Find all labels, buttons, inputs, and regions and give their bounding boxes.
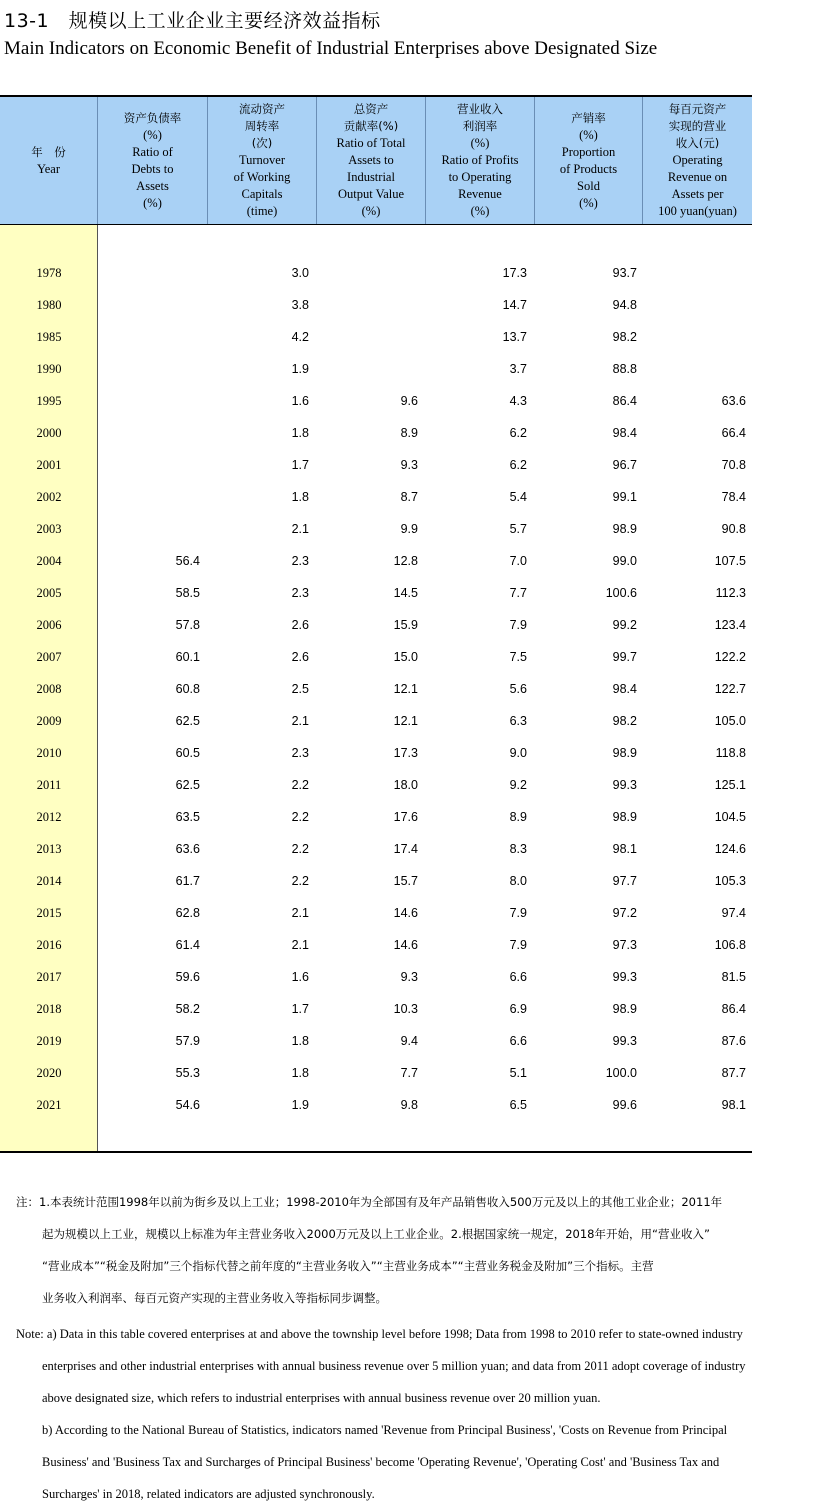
year-cell: 2008 xyxy=(36,681,62,696)
year-cell: 1995 xyxy=(36,393,62,408)
value-cell: 9.9 xyxy=(400,522,418,536)
value-cell: 97.2 xyxy=(612,906,637,920)
value-cell: 8.9 xyxy=(509,810,527,824)
column-header-3 xyxy=(208,97,317,224)
note-line: Note: a) Data in this table covered enterprises at and above the township level before 1998; Data from 1998 to 2010 refer to state-owned industry xyxy=(16,1327,743,1341)
value-cell: 98.1 xyxy=(612,842,637,856)
value-cell: 2.2 xyxy=(291,810,309,824)
value-cell: 7.7 xyxy=(509,586,527,600)
year-cell: 1978 xyxy=(36,265,62,280)
column-header-6 xyxy=(535,97,643,224)
table-row xyxy=(0,577,752,609)
value-cell: 2.1 xyxy=(291,938,309,952)
value-cell: 12.1 xyxy=(393,682,418,696)
value-cell: 2.2 xyxy=(291,874,309,888)
value-cell: 8.0 xyxy=(509,874,527,888)
note-line: 业务收入利润率、每百元资产实现的主营业务收入等指标同步调整。 xyxy=(42,1291,387,1305)
table-row xyxy=(0,449,752,481)
value-cell: 1.8 xyxy=(291,490,309,504)
value-cell: 9.8 xyxy=(400,1098,418,1112)
year-cell: 2005 xyxy=(36,585,62,600)
note-line: Surcharges' in 2018, related indicators are adjusted synchronously. xyxy=(42,1487,375,1501)
value-cell: 1.6 xyxy=(291,394,309,408)
year-cell: 2011 xyxy=(36,777,62,792)
value-cell: 15.0 xyxy=(393,650,418,664)
year-cell: 1990 xyxy=(36,361,62,376)
value-cell: 81.5 xyxy=(721,970,746,984)
value-cell: 4.3 xyxy=(509,394,527,408)
value-cell: 124.6 xyxy=(714,842,746,856)
value-cell: 1.8 xyxy=(291,1034,309,1048)
year-cell: 1980 xyxy=(36,297,62,312)
value-cell: 6.3 xyxy=(509,714,527,728)
value-cell: 17.3 xyxy=(393,746,418,760)
value-cell: 105.3 xyxy=(714,874,746,888)
year-cell: 2019 xyxy=(36,1033,62,1048)
year-cell: 2013 xyxy=(36,841,62,856)
value-cell: 12.1 xyxy=(393,714,418,728)
value-cell: 99.0 xyxy=(612,554,637,568)
value-cell: 98.4 xyxy=(612,426,637,440)
value-cell: 87.7 xyxy=(721,1066,746,1080)
value-cell: 96.7 xyxy=(612,458,637,472)
value-cell: 62.8 xyxy=(175,906,200,920)
value-cell: 14.6 xyxy=(393,938,418,952)
year-cell: 2018 xyxy=(36,1001,62,1016)
value-cell: 87.6 xyxy=(721,1034,746,1048)
year-cell: 2009 xyxy=(36,713,62,728)
value-cell: 122.2 xyxy=(714,650,746,664)
value-cell: 86.4 xyxy=(612,394,637,408)
value-cell: 8.3 xyxy=(509,842,527,856)
value-cell: 118.8 xyxy=(715,746,746,760)
column-header-en: (%) Proportion of Products Sold (%) xyxy=(559,127,618,210)
value-cell: 2.3 xyxy=(291,586,309,600)
value-cell: 112.3 xyxy=(715,586,746,600)
value-cell: 99.3 xyxy=(612,970,637,984)
value-cell: 123.4 xyxy=(714,618,746,632)
value-cell: 99.3 xyxy=(612,1034,637,1048)
value-cell: 3.8 xyxy=(291,298,309,312)
value-cell: 78.4 xyxy=(721,490,746,504)
year-cell: 2004 xyxy=(36,553,62,568)
table-row xyxy=(0,257,752,289)
column-header-cn: 流动资产 周转率 (次) xyxy=(239,102,285,150)
value-cell: 98.4 xyxy=(612,682,637,696)
table-bottom-rule xyxy=(0,1151,752,1153)
value-cell: 60.8 xyxy=(175,682,200,696)
column-header-cn: 营业收入 利润率 xyxy=(457,102,503,133)
table-body xyxy=(0,257,752,1121)
note-line: b) According to the National Bureau of Statistics, indicators named 'Revenue from Principal Business', 'Costs on Revenue from Principal xyxy=(42,1423,728,1437)
table-row xyxy=(0,353,752,385)
value-cell: 14.7 xyxy=(502,298,527,312)
value-cell: 12.8 xyxy=(393,554,418,568)
value-cell: 9.3 xyxy=(400,970,418,984)
column-header-cn: 产销率 xyxy=(571,110,606,125)
value-cell: 2.3 xyxy=(291,554,309,568)
year-cell: 2002 xyxy=(36,489,62,504)
value-cell: 97.7 xyxy=(612,874,637,888)
note-line: “营业成本”“税金及附加”三个指标代替之前年度的“主营业务收入”“主营业务成本”“主营业务税金及附加”三个指标。主营 xyxy=(42,1259,654,1273)
value-cell: 5.4 xyxy=(509,490,527,504)
value-cell: 6.6 xyxy=(509,1034,527,1048)
table-row xyxy=(0,801,752,833)
value-cell: 2.1 xyxy=(291,714,309,728)
value-cell: 70.8 xyxy=(721,458,746,472)
table-row xyxy=(0,993,752,1025)
value-cell: 10.3 xyxy=(393,1002,418,1016)
table-row xyxy=(0,321,752,353)
table-row xyxy=(0,609,752,641)
value-cell: 9.6 xyxy=(400,394,418,408)
value-cell: 100.6 xyxy=(605,586,637,600)
value-cell: 5.7 xyxy=(509,522,527,536)
page-title-chinese: 13-1 规模以上工业企业主要经济效益指标 xyxy=(4,10,381,32)
table-header-rule xyxy=(0,224,752,225)
value-cell: 106.8 xyxy=(714,938,746,952)
value-cell: 99.1 xyxy=(612,490,637,504)
table-row xyxy=(0,545,752,577)
column-header-en: Ratio of Total Assets to Industrial Output Value (%) xyxy=(336,136,406,218)
value-cell: 90.8 xyxy=(721,522,746,536)
table-row xyxy=(0,513,752,545)
value-cell: 60.1 xyxy=(175,650,200,664)
value-cell: 62.5 xyxy=(175,778,200,792)
note-line: enterprises and other industrial enterprises with annual business revenue over 5 million yuan; and data from 2011 adopt coverage of industry xyxy=(42,1359,746,1373)
value-cell: 18.0 xyxy=(393,778,418,792)
value-cell: 9.0 xyxy=(509,746,527,760)
note-line: 起为规模以上工业，规模以上标准为年主营业务收入2000万元及以上工业企业。2.根据国家统一规定，2018年开始，用“营业收入” xyxy=(42,1227,710,1241)
value-cell: 63.5 xyxy=(175,810,200,824)
table-row xyxy=(0,417,752,449)
value-cell: 59.6 xyxy=(175,970,200,984)
value-cell: 9.3 xyxy=(400,458,418,472)
year-cell: 2003 xyxy=(36,521,62,536)
year-cell: 2010 xyxy=(36,745,62,760)
column-header-en: Year xyxy=(36,161,61,176)
notes-section xyxy=(0,1186,805,1510)
value-cell: 6.2 xyxy=(509,426,527,440)
value-cell: 5.1 xyxy=(509,1066,527,1080)
table-row xyxy=(0,929,752,961)
year-cell: 2006 xyxy=(36,617,62,632)
table-header xyxy=(0,97,752,224)
value-cell: 99.6 xyxy=(612,1098,637,1112)
table-row xyxy=(0,1057,752,1089)
value-cell: 107.5 xyxy=(714,554,746,568)
value-cell: 98.1 xyxy=(721,1098,746,1112)
table-row xyxy=(0,1089,752,1121)
value-cell: 58.2 xyxy=(175,1002,200,1016)
value-cell: 1.9 xyxy=(291,1098,309,1112)
value-cell: 4.2 xyxy=(291,330,309,344)
value-cell: 3.7 xyxy=(509,362,527,376)
note-line: 注：1.本表统计范围1998年以前为街乡及以上工业；1998-2010年为全部国有及年产品销售收入500万元及以上的其他工业企业；2011年 xyxy=(16,1195,723,1209)
table-row xyxy=(0,833,752,865)
year-cell: 2020 xyxy=(36,1065,62,1080)
value-cell: 2.3 xyxy=(291,746,309,760)
value-cell: 2.5 xyxy=(291,682,309,696)
value-cell: 1.7 xyxy=(291,1002,309,1016)
value-cell: 98.2 xyxy=(612,330,637,344)
value-cell: 54.6 xyxy=(175,1098,200,1112)
value-cell: 99.3 xyxy=(612,778,637,792)
column-header-1 xyxy=(0,97,98,224)
year-cell: 2017 xyxy=(36,969,62,984)
table-row xyxy=(0,673,752,705)
value-cell: 7.0 xyxy=(509,554,527,568)
value-cell: 62.5 xyxy=(175,714,200,728)
column-header-en: Turnover of Working Capitals (time) xyxy=(233,153,291,218)
year-cell: 2015 xyxy=(36,905,62,920)
value-cell: 1.6 xyxy=(291,970,309,984)
value-cell: 98.9 xyxy=(612,810,637,824)
value-cell: 7.9 xyxy=(509,906,527,920)
value-cell: 58.5 xyxy=(175,586,200,600)
note-line: above designated size, which refers to industrial enterprises with annual business revenue over 20 million yuan. xyxy=(42,1391,601,1405)
value-cell: 63.6 xyxy=(721,394,746,408)
value-cell: 2.2 xyxy=(291,778,309,792)
table-row xyxy=(0,961,752,993)
value-cell: 1.9 xyxy=(291,362,309,376)
column-header-en: (%) Ratio of Profits to Operating Revenue (%) xyxy=(441,136,519,218)
value-cell: 17.4 xyxy=(393,842,418,856)
value-cell: 122.7 xyxy=(714,682,746,696)
column-header-7 xyxy=(643,97,752,224)
value-cell: 7.9 xyxy=(509,938,527,952)
value-cell: 17.3 xyxy=(502,266,527,280)
value-cell: 2.6 xyxy=(291,650,309,664)
value-cell: 8.7 xyxy=(400,490,418,504)
value-cell: 100.0 xyxy=(605,1066,637,1080)
table-row xyxy=(0,1025,752,1057)
value-cell: 3.0 xyxy=(291,266,309,280)
value-cell: 7.9 xyxy=(509,618,527,632)
value-cell: 6.5 xyxy=(509,1098,527,1112)
value-cell: 98.9 xyxy=(612,746,637,760)
year-cell: 2014 xyxy=(36,873,62,888)
value-cell: 6.2 xyxy=(509,458,527,472)
page-title-english: Main Indicators on Economic Benefit of Industrial Enterprises above Designated Size xyxy=(4,38,658,59)
table-row xyxy=(0,385,752,417)
value-cell: 1.8 xyxy=(291,1066,309,1080)
column-header-cn: 资产负债率 xyxy=(123,110,182,125)
table-row xyxy=(0,641,752,673)
note-english xyxy=(0,1318,805,1510)
value-cell: 57.9 xyxy=(175,1034,200,1048)
value-cell: 55.3 xyxy=(175,1066,200,1080)
value-cell: 13.7 xyxy=(502,330,527,344)
value-cell: 1.8 xyxy=(291,426,309,440)
year-cell: 2016 xyxy=(36,937,62,952)
value-cell: 60.5 xyxy=(175,746,200,760)
year-cell: 2000 xyxy=(36,425,62,440)
year-cell: 2007 xyxy=(36,649,62,664)
value-cell: 61.4 xyxy=(175,938,200,952)
note-chinese xyxy=(0,1186,805,1314)
value-cell: 125.1 xyxy=(714,778,746,792)
value-cell: 14.5 xyxy=(393,586,418,600)
value-cell: 2.6 xyxy=(291,618,309,632)
column-header-cn: 每百元资产 实现的营业 收入(元) xyxy=(668,102,727,150)
value-cell: 14.6 xyxy=(393,906,418,920)
value-cell: 63.6 xyxy=(175,842,200,856)
column-header-2 xyxy=(98,97,208,224)
value-cell: 6.9 xyxy=(509,1002,527,1016)
table-row xyxy=(0,865,752,897)
value-cell: 88.8 xyxy=(612,362,637,376)
value-cell: 93.7 xyxy=(612,266,637,280)
table-row xyxy=(0,481,752,513)
value-cell: 86.4 xyxy=(721,1002,746,1016)
value-cell: 15.7 xyxy=(393,874,418,888)
value-cell: 7.5 xyxy=(509,650,527,664)
value-cell: 57.8 xyxy=(175,618,200,632)
value-cell: 61.7 xyxy=(175,874,200,888)
value-cell: 94.8 xyxy=(612,298,637,312)
year-cell: 1985 xyxy=(36,329,62,344)
column-header-en: Operating Revenue on Assets per 100 yuan(yuan) xyxy=(658,153,737,218)
note-line: Business' and 'Business Tax and Surcharges of Principal Business' become 'Operating Revenue', 'Operating Cost' and 'Business Tax and xyxy=(42,1455,720,1469)
value-cell: 99.2 xyxy=(612,618,637,632)
value-cell: 98.9 xyxy=(612,1002,637,1016)
value-cell: 9.4 xyxy=(400,1034,418,1048)
value-cell: 7.7 xyxy=(400,1066,418,1080)
table-row xyxy=(0,289,752,321)
value-cell: 2.2 xyxy=(291,842,309,856)
value-cell: 1.7 xyxy=(291,458,309,472)
value-cell: 9.2 xyxy=(509,778,527,792)
value-cell: 98.9 xyxy=(612,522,637,536)
column-header-5 xyxy=(426,97,535,224)
value-cell: 17.6 xyxy=(393,810,418,824)
value-cell: 97.3 xyxy=(612,938,637,952)
column-header-cn: 年 份 xyxy=(31,144,66,159)
value-cell: 8.9 xyxy=(400,426,418,440)
table-row xyxy=(0,897,752,929)
value-cell: 2.1 xyxy=(291,906,309,920)
value-cell: 99.7 xyxy=(612,650,637,664)
column-header-en: (%) Ratio of Debts to Assets (%) xyxy=(131,127,174,210)
year-cell: 2001 xyxy=(36,457,62,472)
table-row xyxy=(0,705,752,737)
value-cell: 2.1 xyxy=(291,522,309,536)
table-row xyxy=(0,769,752,801)
column-header-4 xyxy=(317,97,426,224)
value-cell: 98.2 xyxy=(612,714,637,728)
value-cell: 66.4 xyxy=(721,426,746,440)
year-cell: 2021 xyxy=(36,1097,62,1112)
value-cell: 97.4 xyxy=(721,906,746,920)
year-cell: 2012 xyxy=(36,809,62,824)
table-row xyxy=(0,737,752,769)
value-cell: 105.0 xyxy=(714,714,746,728)
value-cell: 5.6 xyxy=(509,682,527,696)
value-cell: 104.5 xyxy=(714,810,746,824)
column-header-cn: 总资产 贡献率(%) xyxy=(343,102,399,133)
value-cell: 15.9 xyxy=(393,618,418,632)
value-cell: 6.6 xyxy=(509,970,527,984)
value-cell: 56.4 xyxy=(175,554,200,568)
